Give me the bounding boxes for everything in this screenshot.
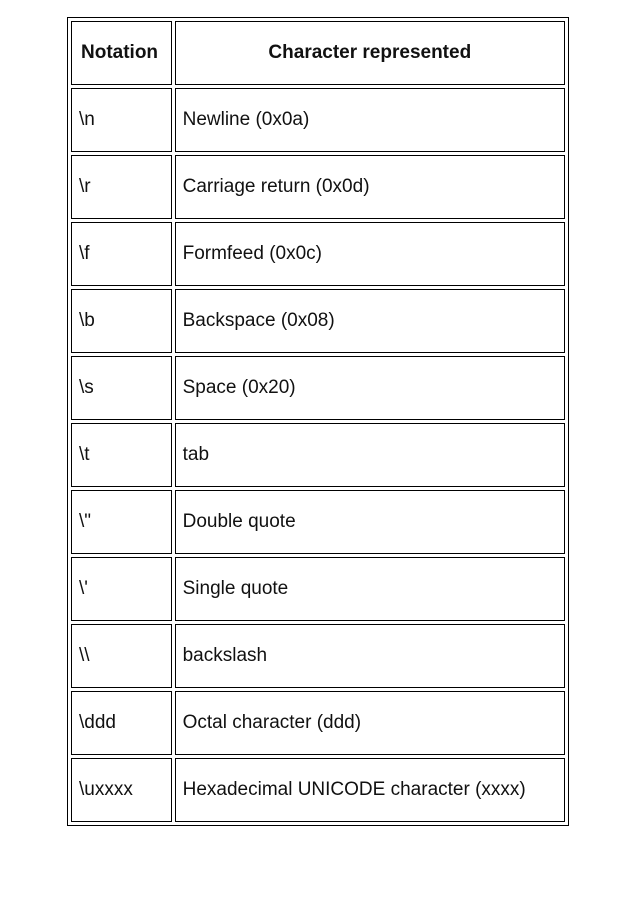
character-cell: Newline (0x0a) <box>175 88 565 152</box>
character-header: Character represented <box>175 21 565 85</box>
notation-cell: \r <box>71 155 172 219</box>
escape-sequence-table <box>67 17 569 826</box>
notation-cell: \\ <box>71 624 172 688</box>
notation-cell: \f <box>71 222 172 286</box>
header-row <box>71 21 565 85</box>
character-cell: Double quote <box>175 490 565 554</box>
character-cell: Backspace (0x08) <box>175 289 565 353</box>
character-cell: Space (0x20) <box>175 356 565 420</box>
table-row <box>71 155 565 219</box>
table-row <box>71 289 565 353</box>
character-cell: Carriage return (0x0d) <box>175 155 565 219</box>
notation-header: Notation <box>71 21 172 85</box>
notation-cell: \uxxxx <box>71 758 172 822</box>
notation-cell: \b <box>71 289 172 353</box>
character-cell: tab <box>175 423 565 487</box>
table-row <box>71 490 565 554</box>
character-cell: Single quote <box>175 557 565 621</box>
notation-cell: \' <box>71 557 172 621</box>
notation-cell: \t <box>71 423 172 487</box>
character-cell: Hexadecimal UNICODE character (xxxx) <box>175 758 565 822</box>
character-cell: Formfeed (0x0c) <box>175 222 565 286</box>
table-row <box>71 557 565 621</box>
notation-cell: \" <box>71 490 172 554</box>
table-row <box>71 222 565 286</box>
table-row <box>71 88 565 152</box>
table-row <box>71 423 565 487</box>
table-row <box>71 624 565 688</box>
table-row <box>71 691 565 755</box>
notation-cell: \s <box>71 356 172 420</box>
notation-cell: \ddd <box>71 691 172 755</box>
table-row <box>71 758 565 822</box>
notation-cell: \n <box>71 88 172 152</box>
character-cell: Octal character (ddd) <box>175 691 565 755</box>
character-cell: backslash <box>175 624 565 688</box>
table-row <box>71 356 565 420</box>
